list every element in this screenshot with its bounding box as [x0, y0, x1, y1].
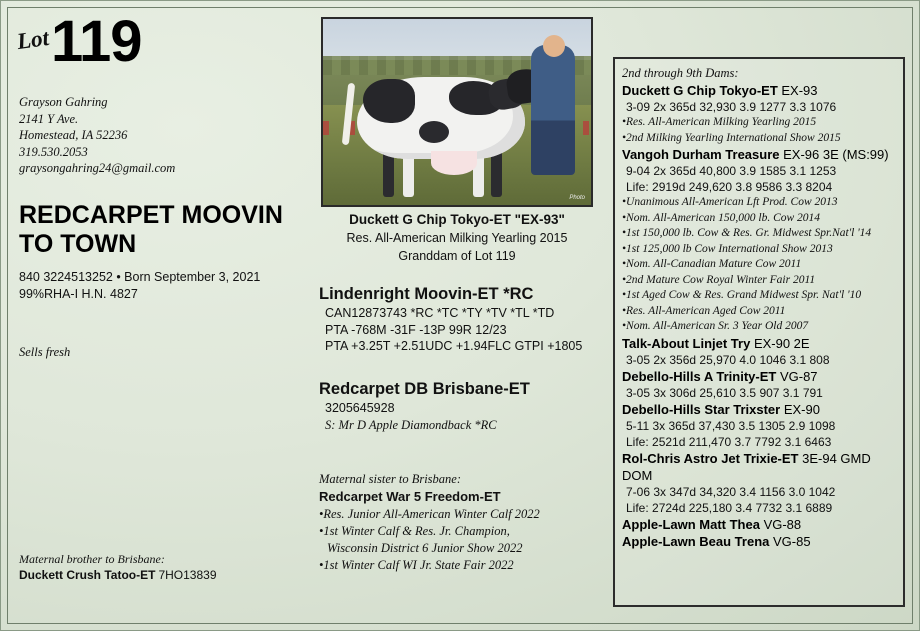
consignor-email: graysongahring24@gmail.com [19, 161, 176, 175]
cow-udder [431, 151, 477, 175]
maternal-sister-item-1: •Res. Junior All-American Winter Calf 2022 [319, 507, 540, 521]
sire-block [319, 284, 609, 355]
sire-line-3: PTA +3.25T +2.51UDC +1.94FLC GTPI +1805 [325, 339, 583, 353]
sire-name: Lindenright Moovin-ET *RC [319, 285, 534, 303]
dam-entry-note: •2nd Milking Yearling International Show 2015 [622, 131, 841, 144]
dam-entry-score: 3E-94 GMD DOM [622, 450, 871, 483]
dam-entry-name: Duckett G Chip Tokyo-ET EX-93 [622, 83, 818, 98]
dam-entry-note: •Nom. All-Canadian Mature Cow 2011 [622, 258, 802, 270]
dam-entry-record: Life: 2919d 249,620 3.8 9586 3.3 8204 [626, 180, 833, 194]
dam-entry-name: Debello-Hills A Trinity-ET VG-87 [622, 368, 818, 384]
dam-entry-name: Rol-Chris Astro Jet Trixie-ET 3E-94 GMD DOM [622, 450, 871, 483]
dam-entry-note: •Res. All-American Aged Cow 2011 [622, 304, 786, 317]
animal-rha: 99%RHA-I H.N. 4827 [19, 287, 138, 301]
maternal-brother-name: Duckett Crush Tatoo-ET [19, 568, 156, 582]
photo-caption-award: Res. All-American Milking Yearling 2015 [346, 231, 568, 245]
photo-caption-name: Duckett G Chip Tokyo-ET "EX-93" [349, 212, 565, 227]
dam-entry-note: •1st 150,000 lb. Cow & Res. Gr. Midwest Spr.Nat'l '14 [622, 227, 872, 239]
dam-entry-note: •2nd Mature Cow Royal Winter Fair 2011 [622, 273, 816, 286]
dam-sire: S: Mr D Apple Diamondback *RC [325, 417, 497, 432]
dam-entry-note: •1st 125,000 lb Cow International Show 2013 [622, 242, 833, 255]
lot-number: 119 [50, 9, 142, 74]
dam-name: Redcarpet DB Brisbane-ET [319, 380, 530, 398]
maternal-sister-item-4: •1st Winter Calf WI Jr. State Fair 2022 [319, 558, 514, 572]
consignor-address: 2141 Y Ave. [19, 111, 79, 126]
maternal-sister-block [319, 471, 614, 574]
dam-entry-name: Debello-Hills Star Trixster EX-90 [622, 401, 820, 417]
page-title [19, 201, 314, 259]
maternal-sister-name: Redcarpet War 5 Freedom-ET [319, 489, 501, 504]
animal-name-line1: REDCARPET MOOVIN [19, 201, 283, 229]
dam-entry-record: Life: 2521d 211,470 3.7 7792 3.1 6463 [626, 434, 832, 449]
dam-entry-score: VG-85 [772, 533, 811, 549]
maternal-brother-block [19, 551, 309, 583]
photo-caption-relation: Granddam of Lot 119 [398, 249, 516, 263]
photo-scene [323, 19, 591, 205]
dam-entry-note: •Res. All-American Milking Yearling 2015 [622, 116, 817, 128]
maternal-brother-code: 7HO13839 [158, 568, 217, 582]
dam-entry-note: •Nom. All-American 150,000 lb. Cow 2014 [622, 211, 821, 224]
dams-panel [613, 57, 905, 607]
dam-entry-score: VG-88 [763, 516, 802, 532]
dam-entry-record: 3-05 3x 306d 25,610 3.5 907 3.1 791 [626, 385, 823, 400]
dam-entry-record: 3-09 2x 365d 32,930 3.9 1277 3.3 1076 [626, 100, 837, 114]
dam-entry-name: Vangoh Durham Treasure EX-96 3E (MS:99) [622, 147, 889, 162]
animal-registration-block [19, 269, 319, 303]
maternal-sister-item-3: Wisconsin District 6 Junior Show 2022 [327, 541, 523, 555]
cow-patch-mid [419, 121, 449, 143]
lot-header [15, 9, 142, 74]
lot-label: Lot [15, 24, 51, 55]
dam-entry-note: •1st Aged Cow & Res. Grand Midwest Spr. Nat'l '10 [622, 289, 862, 301]
consignor-name: Grayson Gahring [19, 95, 108, 109]
handler-head [543, 35, 565, 57]
sire-line-2: PTA -768M -31F -13P 99R 12/23 [325, 322, 507, 337]
sire-line-1: CAN12873743 *RC *TC *TY *TV *TL *TD [325, 306, 555, 320]
handler-figure [531, 45, 575, 175]
consignor-block [19, 94, 279, 177]
cow-photo [321, 17, 593, 207]
animal-status: Sells fresh [19, 345, 71, 359]
maternal-sister-item-2: •1st Winter Calf & Res. Jr. Champion, [319, 524, 510, 538]
dam-entry-note: •Nom. All-American Sr. 3 Year Old 2007 [622, 320, 809, 332]
animal-name-line2: TO TOWN [19, 230, 137, 258]
dam-registration: 3205645928 [325, 401, 395, 415]
photo-credit: Photo [569, 195, 585, 201]
cow-patch-rear [363, 79, 415, 123]
dam-entry-record: 7-06 3x 347d 34,320 3.4 1156 3.0 1042 [626, 484, 836, 499]
dam-entry-score: EX-90 [783, 401, 820, 417]
dam-entry-score: VG-87 [779, 368, 818, 384]
dam-entry-score: EX-90 2E [753, 335, 810, 351]
dam-entry-record: 5-11 3x 365d 37,430 3.5 1305 2.9 1098 [626, 418, 836, 433]
consignor-city: Homestead, IA 52236 [19, 128, 128, 142]
dams-list [622, 82, 896, 550]
dam-entry-note: •Unanimous All-American Lft Prod. Cow 2013 [622, 196, 838, 208]
dam-entry-score: EX-93 [781, 83, 818, 98]
cow-body [357, 77, 525, 159]
dam-entry-score: EX-96 3E (MS:99) [783, 147, 889, 162]
consignor-phone: 319.530.2053 [19, 144, 88, 159]
dam-entry-record: 9-04 2x 365d 40,800 3.9 1585 3.1 1253 [626, 164, 837, 178]
dam-entry-record: Life: 2724d 225,180 3.4 7732 3.1 6889 [626, 500, 833, 515]
maternal-sister-heading: Maternal sister to Brisbane: [319, 472, 462, 486]
animal-registration: 840 3224513252 • Born September 3, 2021 [19, 270, 261, 284]
dam-block [319, 379, 609, 433]
dam-entry-name: Apple-Lawn Matt Thea VG-88 [622, 516, 802, 532]
dam-entry-record: 3-05 2x 356d 25,970 4.0 1046 3.1 808 [626, 352, 830, 367]
maternal-brother-heading: Maternal brother to Brisbane: [19, 552, 165, 566]
dam-entry-name: Apple-Lawn Beau Trena VG-85 [622, 533, 811, 549]
photo-caption [317, 211, 597, 265]
dam-entry-name: Talk-About Linjet Try EX-90 2E [622, 335, 810, 351]
dams-panel-heading: 2nd through 9th Dams: [622, 66, 739, 80]
